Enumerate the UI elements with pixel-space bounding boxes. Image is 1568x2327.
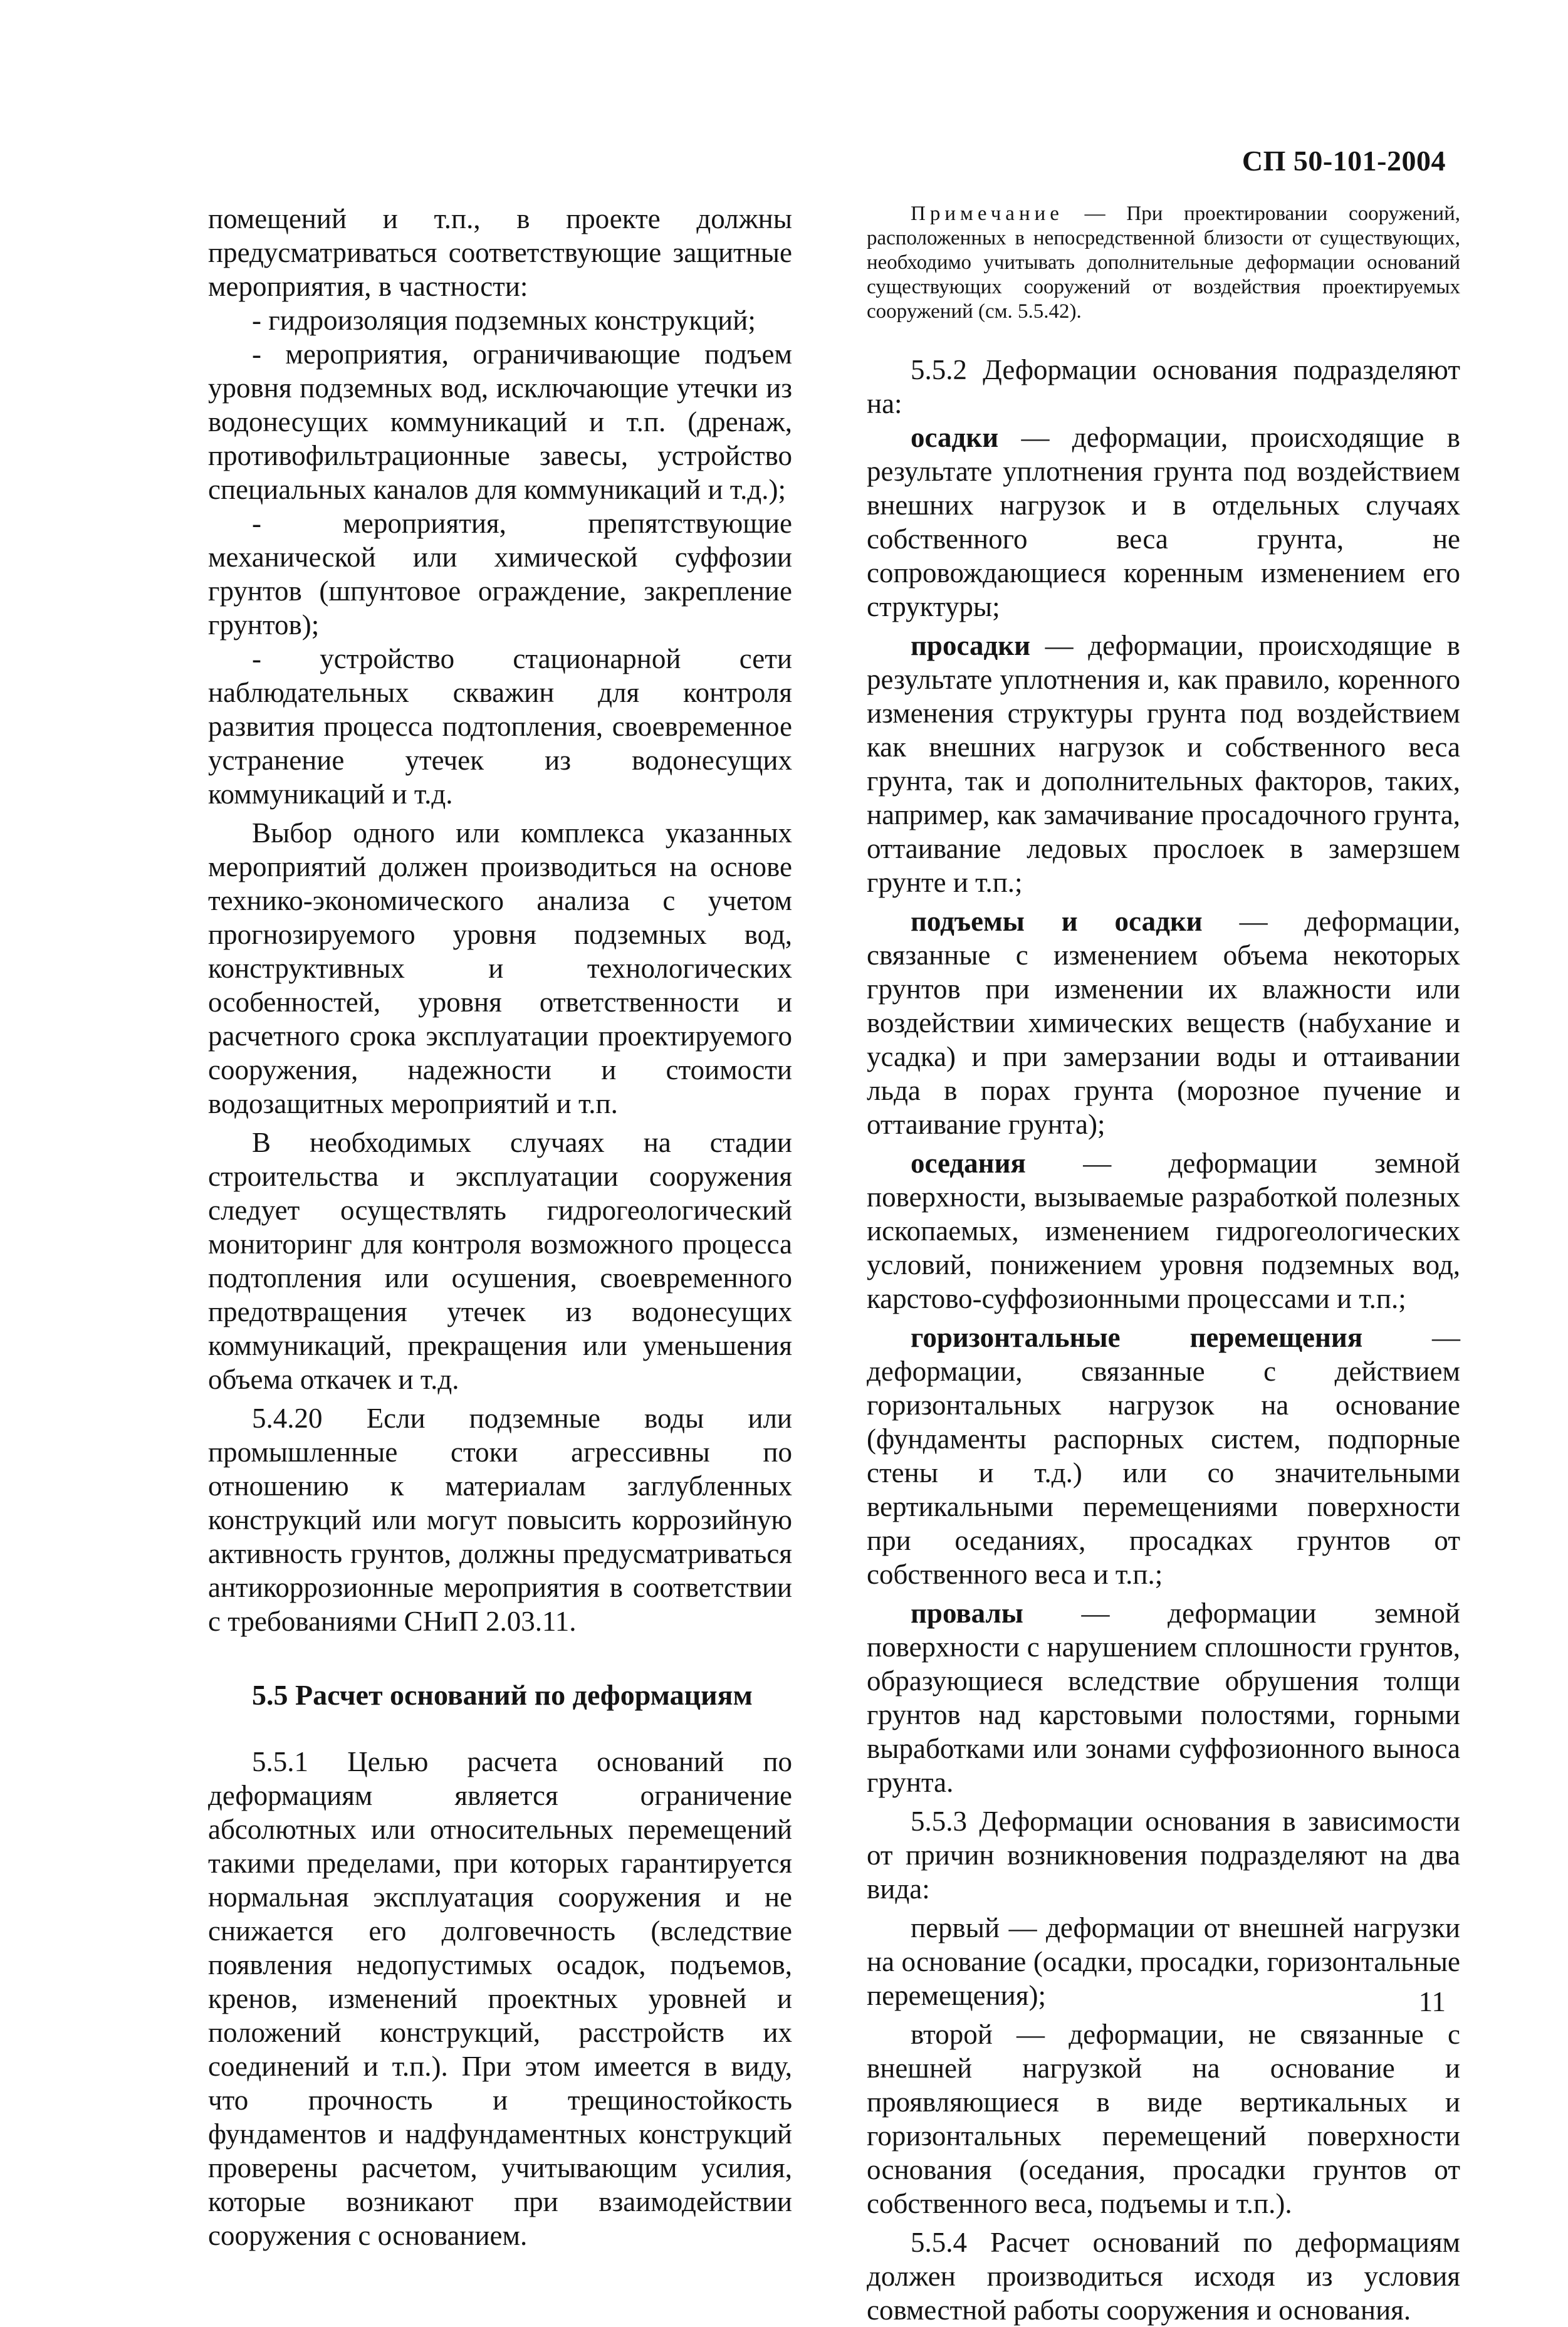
- clause-5-4-20: 5.4.20 Если подземные воды или промышленные стоки агрессивны по отношению к материалам заглубленных конструкций или могут повысить коррозийную активность грунтов, должны предусматриваться антикоррозионные мероприятия в соответствии с требованиями СНиП 2.03.11.: [208, 1403, 792, 1637]
- definition-item: [867, 904, 1460, 1141]
- term-definition: — деформации, связанные с действием горизонтальных нагрузок на основание (фундаменты распорных систем, подпорные стены и т.д.) или со значительными вертикальными перемещениями поверхности при оседаниях, просадках грунтов от собственного веса и т.п.;: [867, 1322, 1460, 1590]
- definition-item: [867, 1320, 1460, 1591]
- list-item: первый — деформации от внешней нагрузки на основание (осадки, просадки, горизонтальные перемещения);: [867, 1912, 1460, 2011]
- list-item: - устройство стационарной сети наблюдательных скважин для контроля развития процесса подтопления, своевременное устранение утечек из водонесущих коммуникаций и т.д.: [208, 643, 792, 810]
- term-definition: — деформации, происходящие в результате уплотнения и, как правило, коренного изменения структуры грунта под воздействием как внешних нагрузок и собственного веса грунта, так и дополнительных факторов, таких, например, как замачивание просадочного грунта, оттаивание ледовых прослоек в замерзшем грунте и т.п.;: [867, 630, 1460, 898]
- term: просадки: [911, 630, 1031, 661]
- term: подъемы и осадки: [911, 906, 1203, 937]
- definition-item: [867, 421, 1460, 624]
- term: горизонтальные перемещения: [911, 1322, 1363, 1353]
- left-column: [208, 202, 792, 2252]
- list-item: - мероприятия, препятствующие механической или химической суффозии грунтов (шпунтовое ограждение, закрепление грунтов);: [208, 508, 792, 641]
- clause-5-5-2: 5.5.2 Деформации основания подразделяют на:: [867, 354, 1460, 419]
- list-item: - мероприятия, ограничивающие подъем уровня подземных вод, исключающие утечки из водонесущих коммуникаций и т.п. (дренаж, противофильтрационные завесы, устройство специальных каналов для коммуникаций и т.д.);: [208, 338, 792, 505]
- clause-5-5-1: 5.5.1 Целью расчета оснований по деформациям является ограничение абсолютных или относительных перемещений такими пределами, при которых гарантируется нормальная эксплуатация сооружения и не снижается его долговечность (вследствие появления недопустимых осадок, подъемов, кренов, изменений проектных уровней и положений конструкций, расстройств их соединений и т.п.). При этом имеется в виду, что прочность и трещиностойкость фундаментов и надфундаментных конструкций проверены расчетом, учитывающим усилия, которые возникают при взаимодействии сооружения с основанием.: [208, 1746, 792, 2251]
- term: осадки: [911, 422, 999, 453]
- definition-item: [867, 629, 1460, 899]
- definition-item: [867, 1146, 1460, 1315]
- note-label: Примечание: [911, 202, 1064, 225]
- term-definition: — деформации земной поверхности, вызываемые разработкой полезных ископаемых, изменением гидрогеологических условий, понижением уровня подземных вод, карстово-суффозионными процессами и т.п.;: [867, 1148, 1460, 1314]
- term-definition: — деформации, связанные с изменением объема некоторых грунтов при изменении их влажности или воздействии химических веществ (набухание и усадка) и при замерзании воды и оттаивании льда в порах грунта (морозное пучение и оттаивание грунта);: [867, 906, 1460, 1140]
- term: провалы: [911, 1598, 1023, 1629]
- section-heading: 5.5 Расчет оснований по деформациям: [252, 1679, 753, 1711]
- paragraph: помещений и т.п., в проекте должны предусматриваться соответствующие защитные мероприятия, в частности:: [208, 203, 792, 302]
- clause-5-5-3: 5.5.3 Деформации основания в зависимости от причин возникновения подразделяют на два вида:: [867, 1806, 1460, 1905]
- note-text: — При проектировании сооружений, расположенных в непосредственной близости от существующих, необходимо учитывать дополнительные деформации оснований существующих сооружений от воздействия проектируемых сооружений (см. 5.5.42).: [867, 202, 1460, 323]
- term-definition: — деформации земной поверхности с нарушением сплошности грунтов, образующиеся вследствие обрушения толщи грунтов над карстовыми полостями, горными выработками или зонами суффозионного выноса грунта.: [867, 1598, 1460, 1798]
- list-item: - гидроизоляция подземных конструкций;: [252, 305, 756, 336]
- list-item: второй — деформации, не связанные с внешней нагрузкой на основание и проявляющиеся в виде вертикальных и горизонтальных перемещений поверхности основания (оседания, просадки грунтов от собственного веса, подъемы и т.п.).: [867, 2019, 1460, 2219]
- paragraph: Выбор одного или комплекса указанных мероприятий должен производиться на основе технико-экономического анализа с учетом прогнозируемого уровня подземных вод, конструктивных и технологических особенностей, уровня ответственности и расчетного срока эксплуатации проектируемого сооружения, надежности и стоимости водозащитных мероприятий и т.п.: [208, 817, 792, 1119]
- clause-5-5-4: 5.5.4 Расчет оснований по деформациям должен производиться исходя из условия совместной работы сооружения и основания.: [867, 2227, 1460, 2326]
- page-number: 11: [1418, 1986, 1446, 2017]
- right-column: [867, 202, 1460, 2327]
- term: оседания: [911, 1148, 1026, 1179]
- paragraph: В необходимых случаях на стадии строительства и эксплуатации сооружения следует осуществлять гидрогеологический мониторинг для контроля возможного процесса подтопления или осушения, своевременного предотвращения утечек из водонесущих коммуникаций, прекращения или уменьшения объема откачек и т.д.: [208, 1127, 792, 1395]
- definition-item: [867, 1596, 1460, 1799]
- note: [867, 202, 1460, 324]
- term-definition: — деформации, происходящие в результате уплотнения грунта под воздействием внешних нагрузок и в отдельных случаях собственного веса грунта, не сопровождающиеся коренным изменением его структуры;: [867, 422, 1460, 622]
- document-code: СП 50-101-2004: [1241, 145, 1446, 177]
